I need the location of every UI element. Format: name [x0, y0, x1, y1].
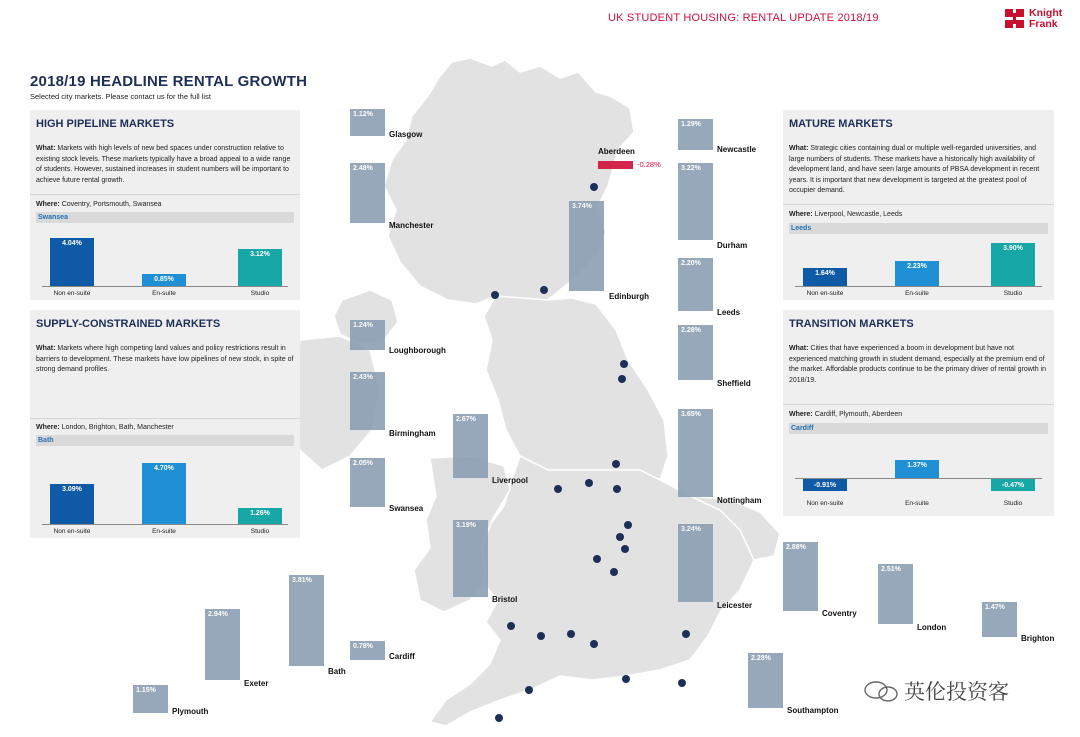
map-city-label: Coventry — [822, 609, 857, 618]
panel-heading: MATURE MARKETS — [789, 118, 893, 130]
bar-non-en-suite — [803, 268, 847, 286]
map-bar-value: 1.29% — [681, 121, 701, 128]
bar-value-label: 0.85% — [154, 276, 174, 283]
panel-what: What: Markets where high competing land values and policy restrictions result in barriers to development. These markets have low pipelines of new stock, in spite of strong demand profiles. — [36, 345, 294, 373]
map-bar-cardiff — [350, 641, 385, 660]
bar-non-en-suite — [803, 479, 847, 491]
map-bar-value: 2.28% — [751, 655, 771, 662]
map-bar-value: 3.19% — [456, 522, 476, 529]
map-bar-southampton — [748, 653, 783, 708]
map-city-label: Manchester — [389, 221, 434, 230]
map-city-label: Cardiff — [389, 652, 415, 661]
chart-baseline — [42, 524, 288, 525]
category-label: Non en-suite — [806, 500, 844, 507]
bar-value-label: 4.70% — [154, 464, 174, 472]
map-bar-value: 0.78% — [353, 643, 373, 650]
panel-mature — [783, 110, 1054, 300]
watermark-text: 英伦投资客 — [904, 680, 1009, 704]
panel-city: Cardiff — [789, 423, 1048, 434]
map-bar-value: -0.28% — [637, 160, 661, 169]
map-bar-durham — [678, 163, 713, 240]
map-bar-nottingham — [678, 409, 713, 497]
map-bar-value: 1.24% — [353, 322, 373, 329]
bar-value-label: 3.90% — [1003, 245, 1023, 253]
map-city-label: Newcastle — [717, 145, 757, 154]
map-bar-aberdeen — [598, 161, 633, 169]
map-bar-bristol — [453, 520, 488, 597]
map-city-label: Leicester — [717, 601, 753, 610]
map-city-label: Exeter — [244, 679, 269, 688]
map-bar-bath — [289, 575, 324, 666]
page-title: 2018/19 HEADLINE RENTAL GROWTH — [30, 73, 308, 90]
map-city-label: London — [917, 623, 947, 632]
map-city-label: Plymouth — [172, 707, 209, 716]
map-bar-swansea — [350, 458, 385, 507]
brand-line2: Frank — [1029, 18, 1058, 30]
panel-where: Where: London, Brighton, Bath, Manchester — [36, 424, 174, 431]
category-label: Non en-suite — [806, 290, 844, 297]
category-label: Studio — [1003, 290, 1023, 297]
category-label: Studio — [250, 290, 270, 297]
map-bar-brighton — [982, 602, 1017, 637]
bar-non-en-suite — [50, 238, 94, 286]
map-bar-birmingham — [350, 372, 385, 430]
panel-supply-constrained — [30, 310, 300, 538]
map-city-label: Birmingham — [389, 429, 436, 438]
panel-what: What: Cities that have experienced a boom in development but have not experienced matching growth in student demand, especially at the premium end of the market. Affordable products continue to be the primary driver of rental growth in 2018/19. — [789, 345, 1047, 384]
bar-studio — [991, 243, 1035, 286]
map-city-label: Glasgow — [389, 130, 423, 139]
panel-high-pipeline — [30, 110, 300, 300]
page-subtitle: Selected city markets. Please contact us for the full list — [30, 92, 211, 101]
map-city-label: Bath — [328, 667, 346, 676]
map-city-label: Southampton — [787, 706, 839, 715]
bar-value-label: 4.04% — [62, 239, 82, 247]
map-bar-coventry — [783, 542, 818, 611]
panel-city: Bath — [36, 435, 294, 446]
map-bar-manchester — [350, 163, 385, 223]
map-bar-value: 2.88% — [786, 544, 806, 551]
map-city-label: Edinburgh — [609, 292, 649, 301]
bar-non-en-suite — [50, 484, 94, 524]
bar-en-suite — [895, 261, 939, 286]
bar-value-label: 2.23% — [907, 263, 927, 271]
category-label: En-suite — [152, 528, 176, 535]
map-bar-value: 2.28% — [681, 327, 701, 334]
bar-studio — [238, 508, 282, 524]
map-bar-value: 3.24% — [681, 526, 701, 533]
map-bar-value: 2.67% — [456, 416, 476, 423]
bar-value-label: 3.09% — [62, 485, 82, 493]
map-bar-newcastle — [678, 119, 713, 150]
bar-value-label: 1.26% — [250, 509, 270, 517]
map-city-label: Bristol — [492, 595, 518, 604]
category-label: Studio — [1003, 500, 1023, 507]
category-label: Studio — [250, 528, 270, 535]
bar-value-label: 1.37% — [907, 462, 927, 470]
map-bar-glasgow — [350, 109, 385, 136]
category-label: Non en-suite — [53, 290, 91, 297]
panel-heading: SUPPLY-CONSTRAINED MARKETS — [36, 318, 221, 330]
brand-line1: Knight — [1029, 7, 1063, 19]
panel-city: Leeds — [789, 223, 1048, 234]
panel-where: Where: Coventry, Portsmouth, Swansea — [36, 201, 162, 208]
map-city-label: Liverpool — [492, 476, 529, 485]
map-bar-value: 2.94% — [208, 611, 228, 618]
bar-en-suite — [142, 463, 186, 524]
panel-what: What: Markets with high levels of new bed spaces under construction relative to existing stock levels. These markets typically have a broad appeal to a wide range of students. However, sustained increases in student numbers will be important to achieve future rental growth. — [36, 145, 291, 184]
chart-baseline — [795, 286, 1042, 287]
map-bar-value: 2.43% — [353, 374, 373, 381]
map-bar-exeter — [205, 609, 240, 680]
panel-heading: TRANSITION MARKETS — [789, 318, 914, 330]
panel-where: Where: Cardiff, Plymouth, Aberdeen — [789, 411, 903, 418]
map-bar-leeds — [678, 258, 713, 311]
panel-what: What: Strategic cities containing dual or multiple well-regarded universities, and large numbers of students. These markets have a historically high availability of development land, and have seen large amounts of PBSA development in recent years. It is important that new development is targeted at the greatest pool of occupier demand. — [789, 145, 1040, 194]
bar-value-label: 3.12% — [250, 250, 270, 258]
map-city-label: Durham — [717, 241, 748, 250]
map-bar-edinburgh — [569, 201, 604, 291]
map-city-label: Leeds — [717, 308, 741, 317]
bar-en-suite — [142, 274, 186, 286]
map-bar-london — [878, 564, 913, 624]
map-bar-value: 3.22% — [681, 165, 701, 172]
bar-value-label: -0.91% — [813, 482, 837, 489]
bar-value-label: -0.47% — [1001, 482, 1025, 489]
map-city-label: Loughborough — [389, 346, 446, 355]
map-bar-value: 1.15% — [136, 687, 156, 694]
panel-city: Swansea — [36, 212, 294, 223]
map-bar-sheffield — [678, 325, 713, 380]
panel-where: Where: Liverpool, Newcastle, Leeds — [789, 211, 903, 218]
bar-studio — [991, 479, 1035, 491]
map-city-label: Brighton — [1021, 634, 1055, 643]
map-city-label: Aberdeen — [598, 147, 635, 156]
bar-value-label: 1.64% — [815, 269, 835, 277]
map-bar-value: 3.81% — [292, 577, 312, 584]
map-bar-leicester — [678, 524, 713, 602]
map-bar-value: 2.20% — [681, 260, 701, 267]
category-label: En-suite — [905, 290, 929, 297]
bar-studio — [238, 249, 282, 286]
map-bar-value: 2.05% — [353, 460, 373, 467]
bar-en-suite — [895, 460, 939, 478]
map-bar-value: 2.51% — [881, 566, 901, 573]
chart-baseline — [42, 286, 288, 287]
report-title: UK STUDENT HOUSING: RENTAL UPDATE 2018/19 — [608, 12, 879, 24]
map-bar-liverpool — [453, 414, 488, 478]
map-bar-value: 3.65% — [681, 411, 701, 418]
panel-heading: HIGH PIPELINE MARKETS — [36, 118, 175, 130]
map-bar-value: 2.48% — [353, 165, 373, 172]
category-label: En-suite — [152, 290, 176, 297]
map-bar-loughborough — [350, 320, 385, 350]
map-city-label: Sheffield — [717, 379, 751, 388]
map-city-label: Nottingham — [717, 496, 762, 505]
map-bar-value: 1.12% — [353, 111, 373, 118]
map-bar-value: 1.47% — [985, 604, 1005, 611]
map-bar-value: 3.74% — [572, 203, 592, 210]
category-label: En-suite — [905, 500, 929, 507]
panel-transition — [783, 310, 1054, 516]
map-bar-plymouth — [133, 685, 168, 713]
category-label: Non en-suite — [53, 528, 91, 535]
wechat-icon — [864, 680, 904, 704]
map-city-label: Swansea — [389, 504, 424, 513]
